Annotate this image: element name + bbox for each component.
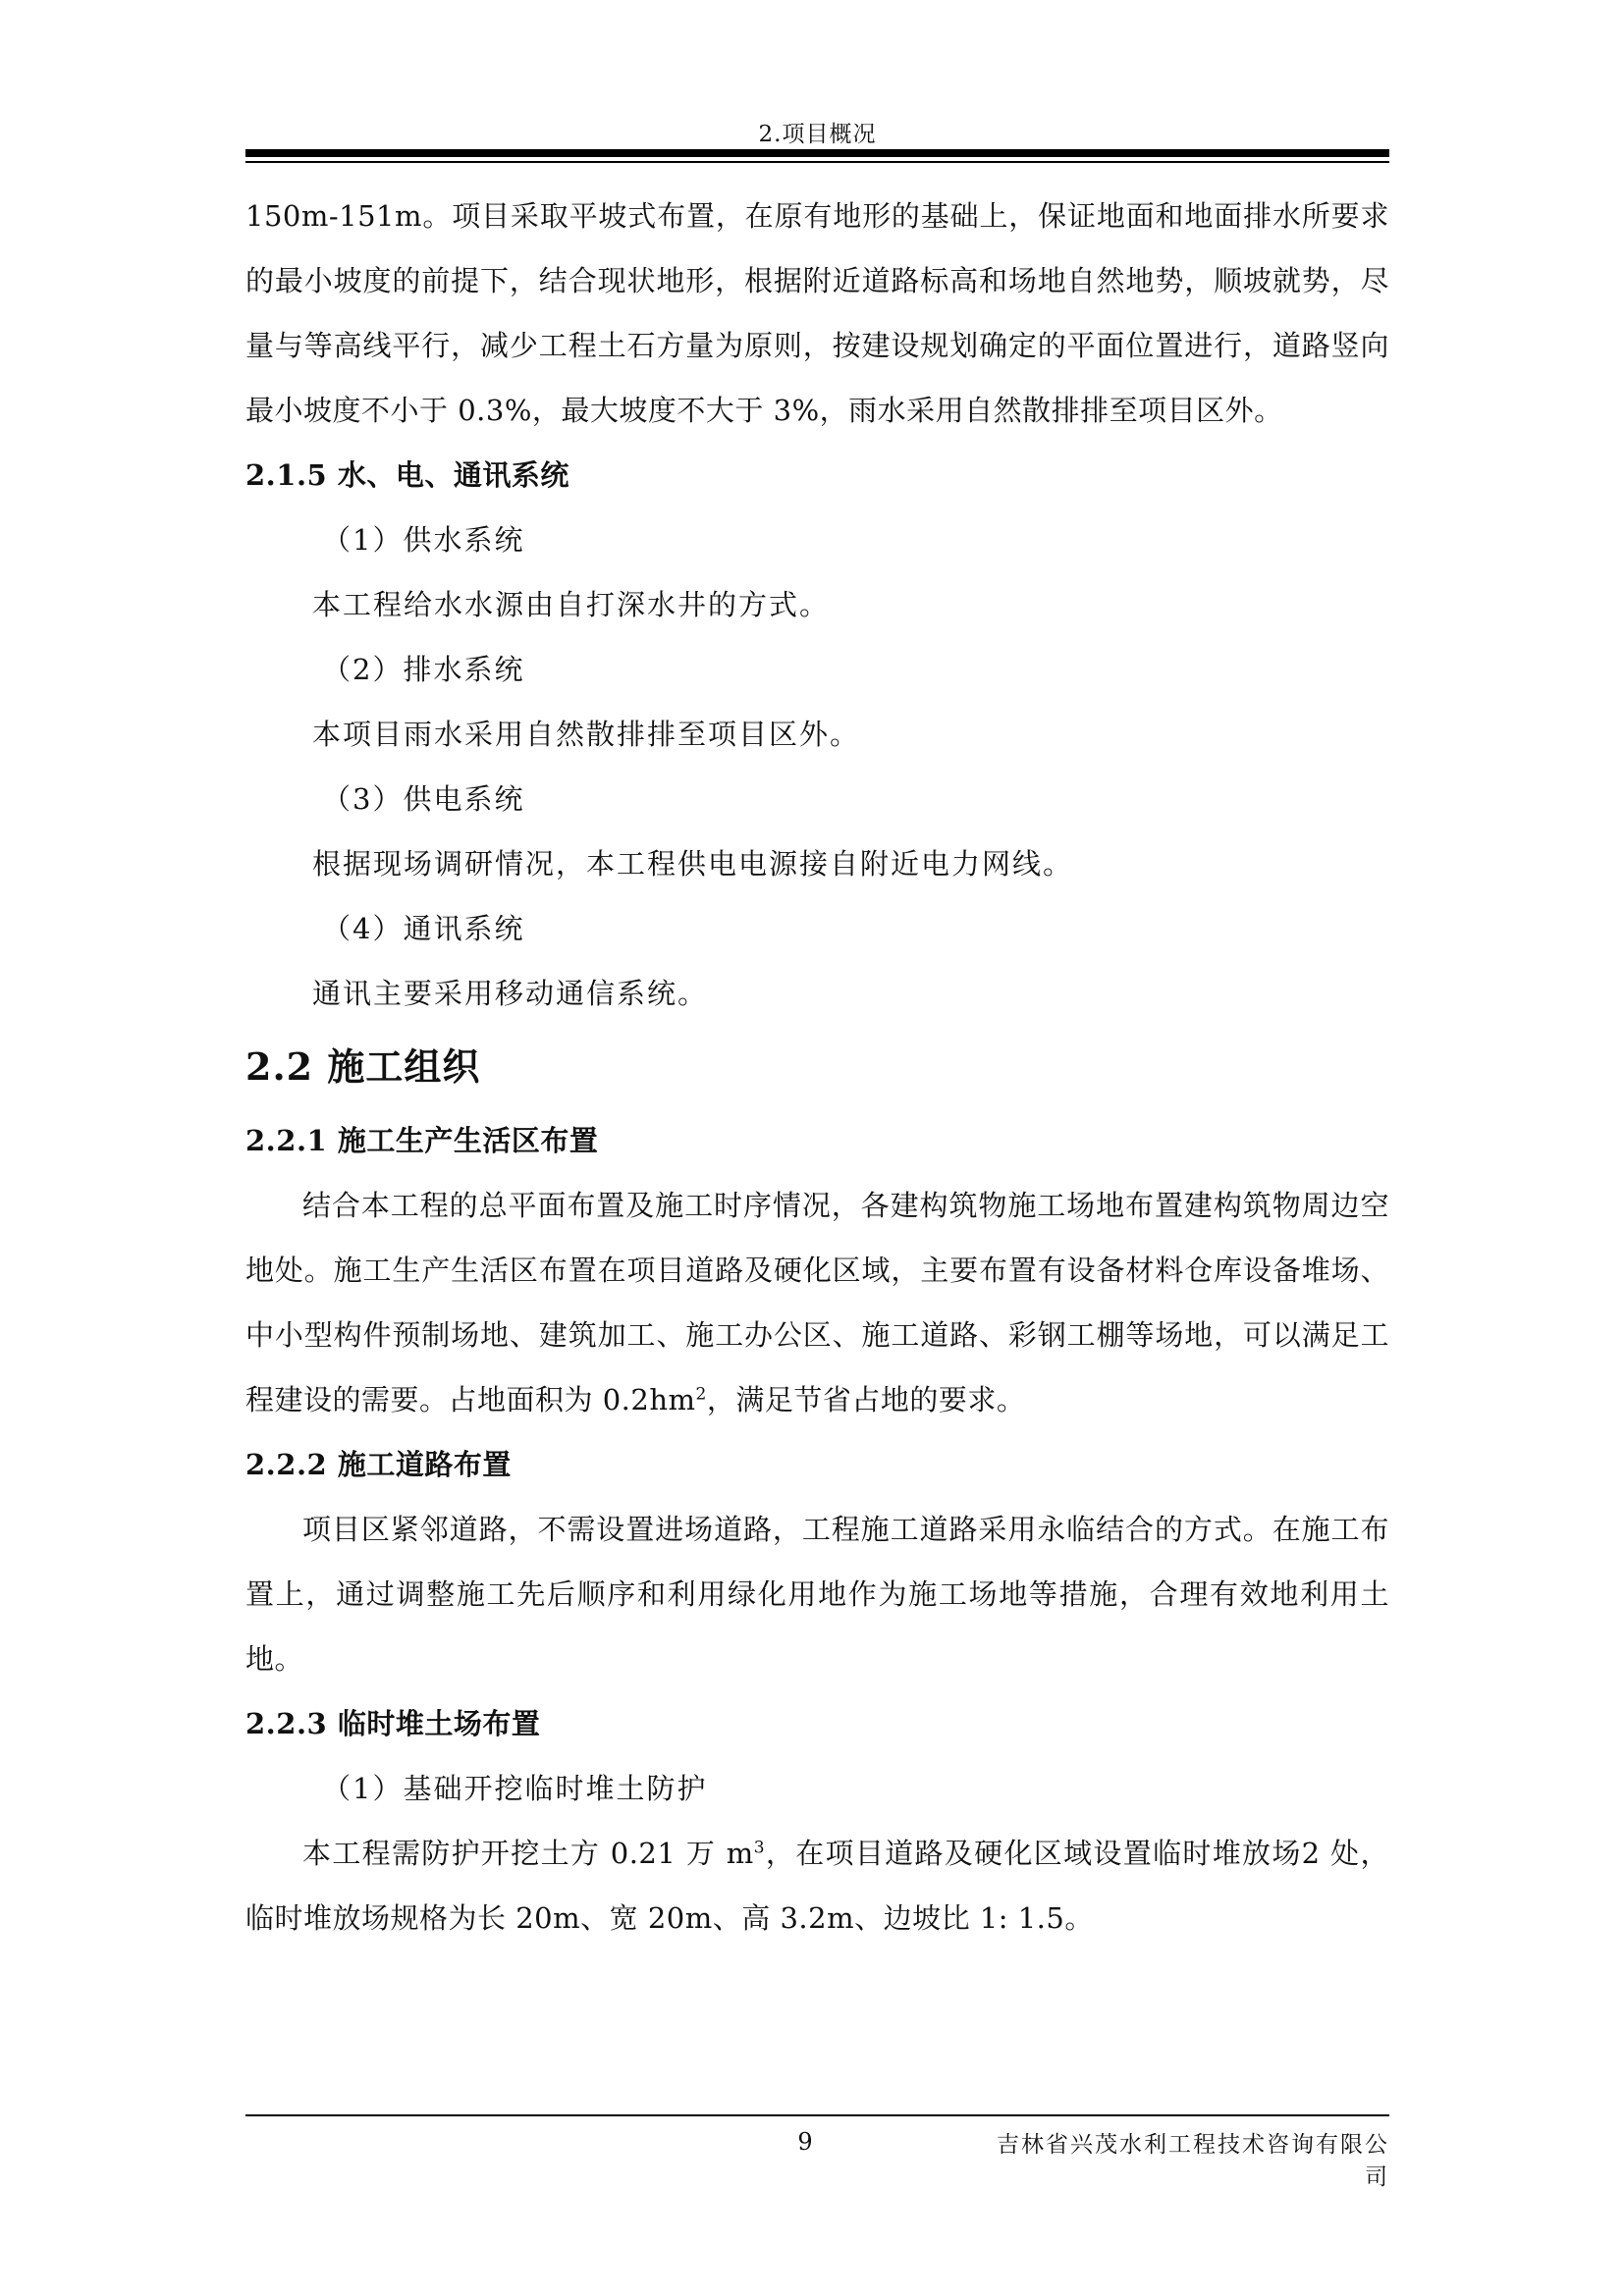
header-rule-thin <box>245 161 1389 163</box>
superscript-area-unit: 2 <box>695 1384 707 1405</box>
heading-2-2: 2.2 施工组织 <box>245 1044 481 1089</box>
running-header-title: 2.项目概况 <box>758 122 877 147</box>
paragraph-water-supply: 本工程给水水源由自打深水井的方式。 <box>312 588 831 621</box>
heading-2-1-5: 2.1.5 水、电、通讯系统 <box>245 458 569 492</box>
subheading-drainage: （2）排水系统 <box>322 653 525 686</box>
paragraph-construction-area-text: 结合本工程的总平面布置及施工时序情况，各建构筑物施工场地布置建构筑物周边空地处。施工生产生活区布置在项目道路及硬化区域，主要布置有设备材料仓库设备堆场、中小型构件预制场地、建筑加工、施工办公区、施工道路、彩钢工棚等场地，可以满足工程建设的需要。占地面积为 0.2hm <box>245 1189 1389 1416</box>
subheading-water-supply: （1）供水系统 <box>322 523 525 557</box>
paragraph-drainage: 本项目雨水采用自然散排排至项目区外。 <box>312 718 861 751</box>
heading-2-2-1: 2.2.1 施工生产生活区布置 <box>245 1124 599 1157</box>
paragraph-vertical-layout: 150m-151m。项目采取平坡式布置，在原有地形的基础上，保证地面和地面排水所要求的最小坡度的前提下，结合现状地形，根据附近道路标高和场地自然地势，顺坡就势，尽量与等高线平行，减少工程土石方量为原则，按建设规划确定的平面位置进行，道路竖向最小坡度不小于 0.3%，最大坡度不大于 3%，雨水采用自然散排排至项目区外。 <box>245 199 1389 427</box>
paragraph-construction-area-tail: ，满足节省占地的要求。 <box>706 1383 1026 1416</box>
paragraph-power-supply: 根据现场调研情况，本工程供电电源接自附近电力网线。 <box>312 847 1074 881</box>
paragraph-communication: 通讯主要采用移动通信系统。 <box>312 977 709 1010</box>
paragraph-construction-road: 项目区紧邻道路，不需设置进场道路，工程施工道路采用永临结合的方式。在施工布置上，通过调整施工先后顺序和利用绿化用地作为施工场地等措施，合理有效地利用土地。 <box>245 1513 1389 1676</box>
subheading-power-supply: （3）供电系统 <box>322 782 525 816</box>
heading-2-2-3: 2.2.3 临时堆土场布置 <box>245 1707 541 1740</box>
paragraph-temporary-spoil <box>245 1821 1389 1950</box>
footer-rule <box>245 2114 1389 2116</box>
page-body <box>245 184 1389 1950</box>
subheading-foundation-excavation: （1）基础开挖临时堆土防护 <box>322 1772 708 1805</box>
footer-company-name: 吉林省兴茂水利工程技术咨询有限公司 <box>997 2132 1389 2190</box>
paragraph-temporary-spoil-tail: ，在项目道路及硬化区域设置临时堆放场2 处，临时堆放场规格为长 20m、宽 20m、高 3.2m、边坡比 1: 1.5。 <box>245 1837 1389 1935</box>
heading-2-2-2: 2.2.2 施工道路布置 <box>245 1448 512 1481</box>
header-rule-thick <box>245 149 1389 157</box>
paragraph-temporary-spoil-text: 本工程需防护开挖土方 0.21 万 m <box>302 1837 754 1870</box>
subheading-communication: （4）通讯系统 <box>322 912 525 945</box>
page-number: 9 <box>797 2128 813 2156</box>
paragraph-construction-area <box>245 1173 1389 1432</box>
superscript-volume-unit: 3 <box>753 1838 766 1858</box>
